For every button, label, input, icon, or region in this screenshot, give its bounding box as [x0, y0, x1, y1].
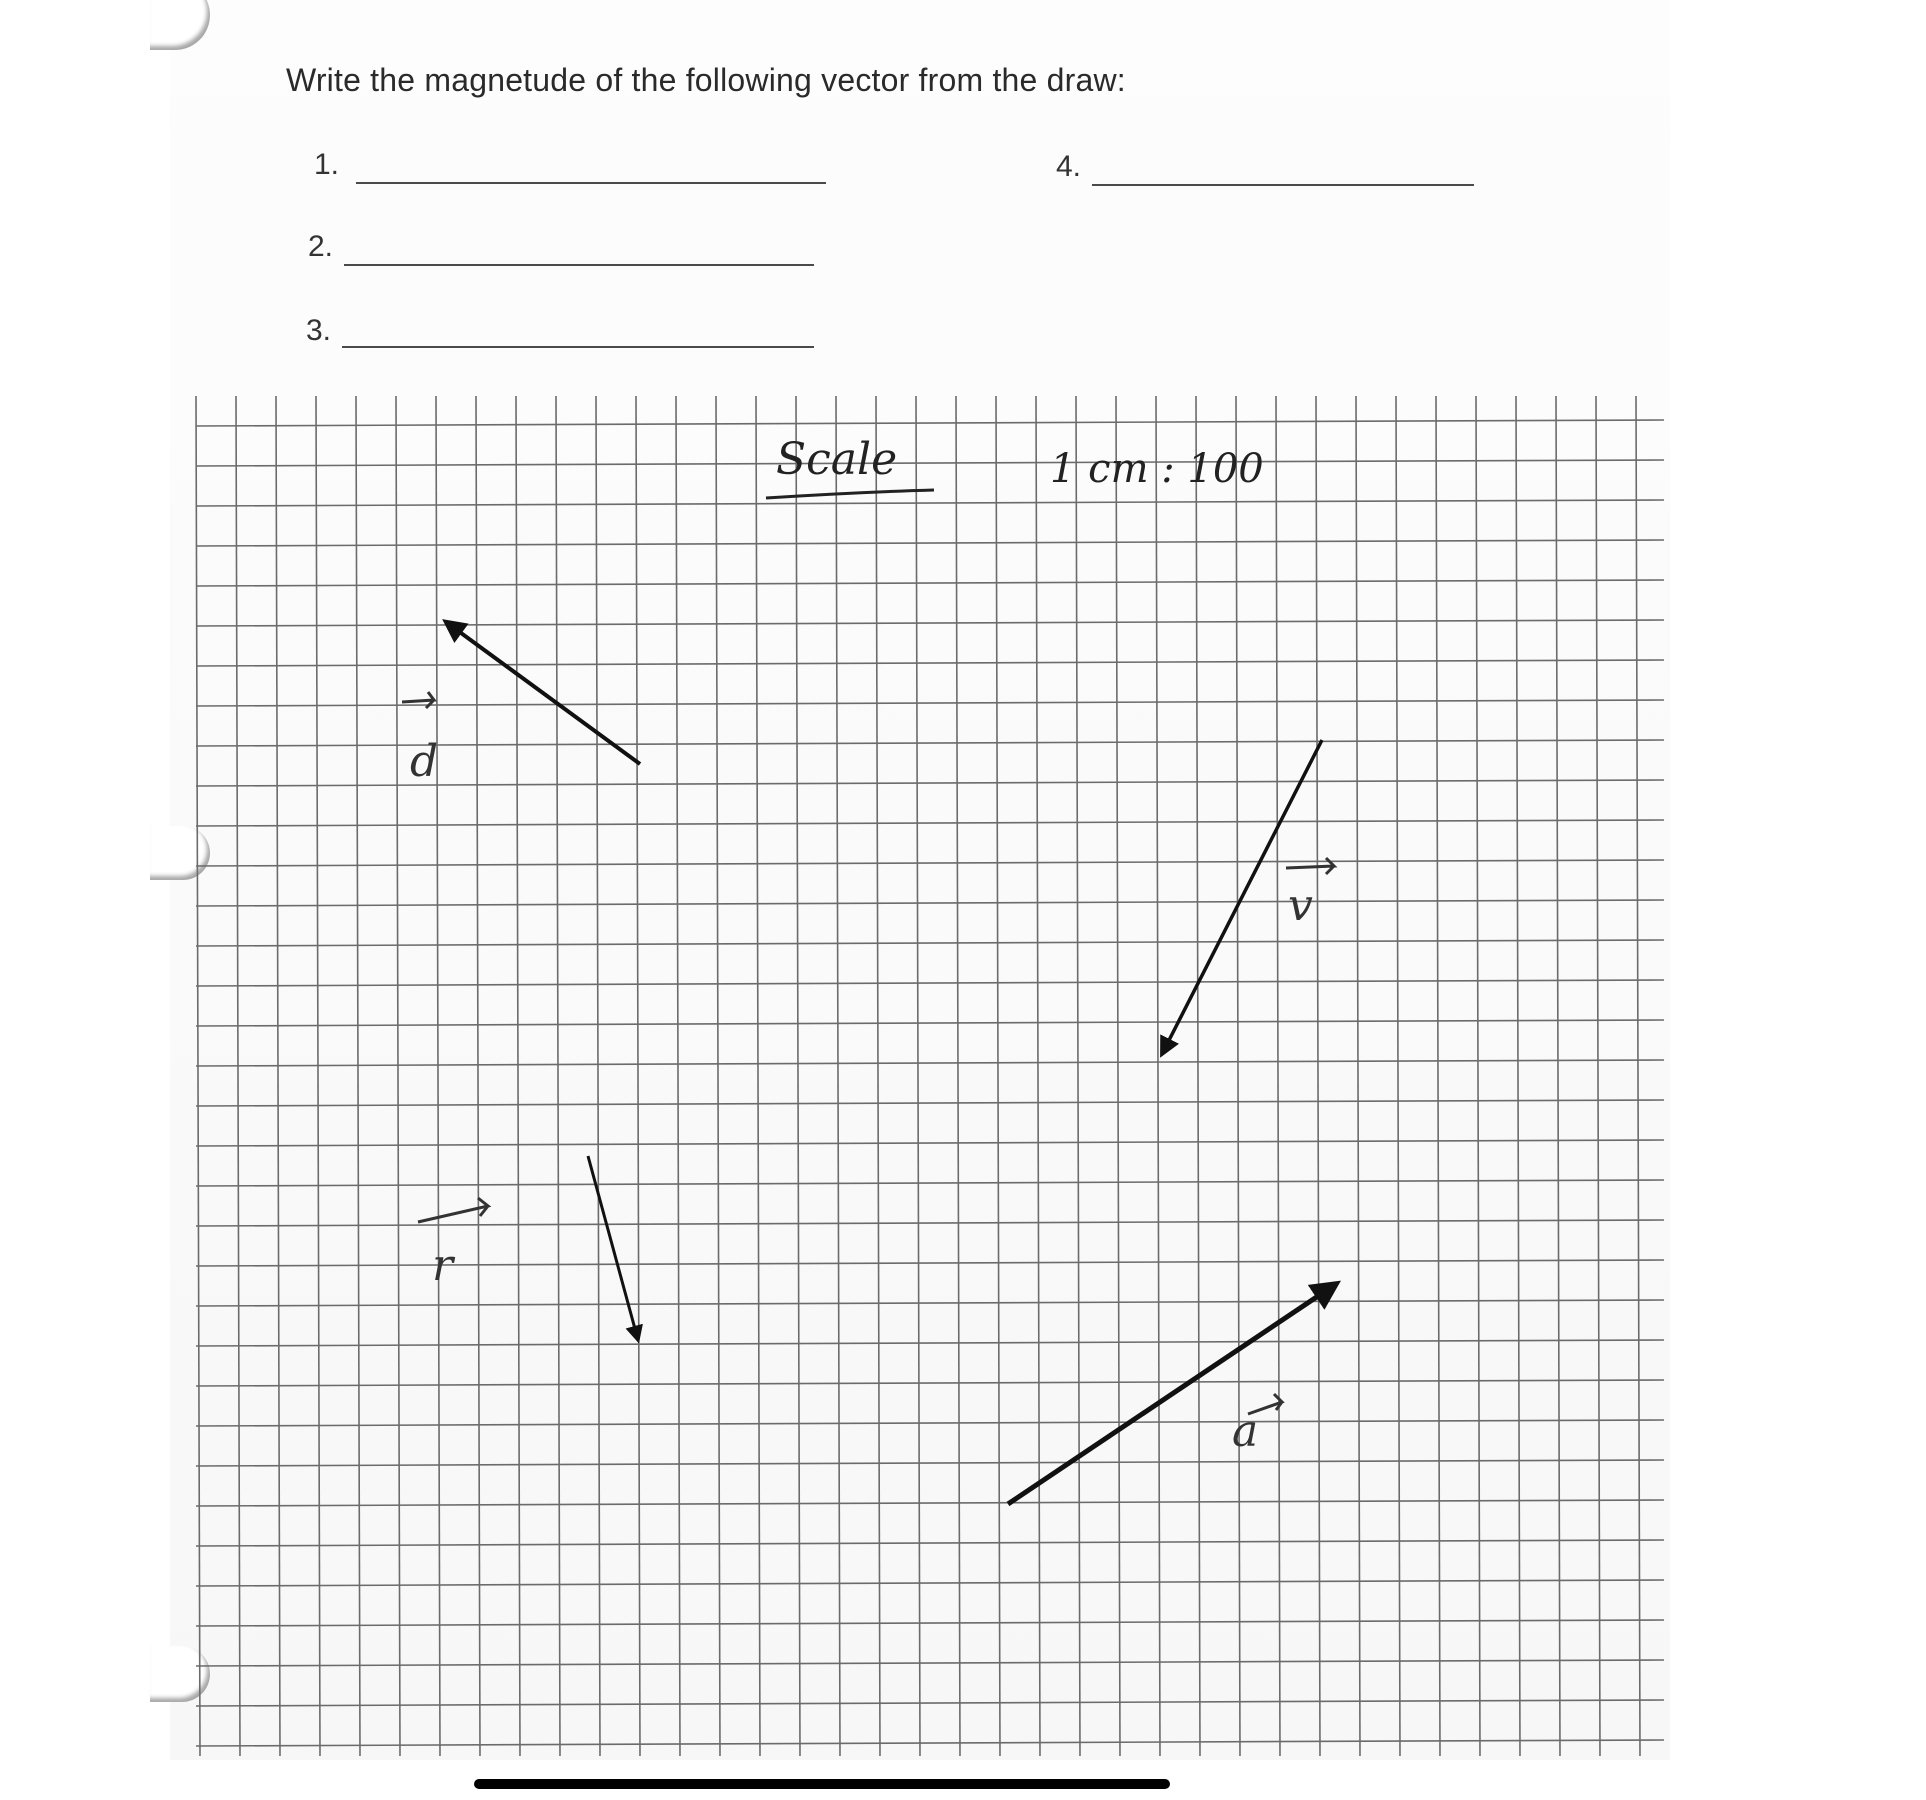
grid-vertical-line	[236, 396, 240, 1756]
grid-vertical-line	[1636, 396, 1640, 1756]
home-indicator[interactable]	[474, 1779, 1170, 1789]
vector-a-arrow	[1008, 1284, 1336, 1504]
blank-number: 3.	[306, 314, 332, 347]
vector-r-label: r	[432, 1240, 454, 1291]
vector-r-label-arrow	[418, 1198, 488, 1222]
grid-vertical-line	[956, 396, 960, 1756]
grid-horizontal-line	[196, 500, 1664, 506]
grid-horizontal-line	[196, 940, 1664, 946]
grid-vertical-line	[676, 396, 680, 1756]
grid-horizontal-line	[196, 1740, 1664, 1746]
grid-vertical-line	[316, 396, 320, 1756]
grid-vertical-line	[556, 396, 560, 1756]
grid-horizontal-line	[196, 820, 1664, 826]
grid-horizontal-line	[196, 540, 1664, 546]
vector-a-label: a	[1232, 1406, 1259, 1457]
blank-number: 2.	[308, 230, 334, 263]
grid-vertical-line	[1276, 396, 1280, 1756]
grid-vertical-line	[596, 396, 600, 1756]
scale-underline	[766, 490, 934, 498]
grid-horizontal-line	[196, 1100, 1664, 1106]
grid-horizontal-line	[196, 1700, 1664, 1706]
grid-vertical-line	[1356, 396, 1360, 1756]
grid-horizontal-line	[196, 620, 1664, 626]
grid-vertical-line	[1476, 396, 1480, 1756]
grid-vertical-line	[996, 396, 1000, 1756]
grid-vertical-line	[1596, 396, 1600, 1756]
grid-horizontal-line	[196, 1140, 1664, 1146]
grid-horizontal-line	[196, 580, 1664, 586]
grid-vertical-line	[916, 396, 920, 1756]
grid-vertical-line	[836, 396, 840, 1756]
grid-horizontal-line	[196, 420, 1664, 426]
grid-horizontal-line	[196, 1020, 1664, 1026]
grid-vertical-line	[196, 396, 200, 1756]
grid-vertical-line	[1396, 396, 1400, 1756]
vector-v-label: v	[1288, 880, 1313, 931]
vector-d-label: d	[410, 736, 439, 787]
grid-horizontal-line	[196, 1420, 1664, 1426]
grid-vertical-line	[1516, 396, 1520, 1756]
grid-horizontal-line	[196, 1220, 1664, 1226]
grid-vertical-line	[356, 396, 360, 1756]
grid-vertical-line	[636, 396, 640, 1756]
grid-vertical-line	[1156, 396, 1160, 1756]
grid-vertical-line	[1036, 396, 1040, 1756]
scale-label: Scale	[776, 434, 898, 485]
grid-horizontal-line	[196, 1540, 1664, 1546]
grid-horizontal-line	[196, 1180, 1664, 1186]
instruction-text: Write the magnetude of the following vector from the draw:	[286, 62, 1126, 98]
grid-lines	[196, 396, 1664, 1756]
grid-vertical-line	[1116, 396, 1120, 1756]
vector-a-label-arrow	[1248, 1394, 1282, 1414]
grid-horizontal-line	[196, 860, 1664, 866]
grid-vertical-line	[796, 396, 800, 1756]
grid-horizontal-line	[196, 1340, 1664, 1346]
grid-horizontal-line	[196, 1620, 1664, 1626]
grid-horizontal-line	[196, 1500, 1664, 1506]
grid-vertical-line	[516, 396, 520, 1756]
grid-horizontal-line	[196, 900, 1664, 906]
grid-vertical-line	[396, 396, 400, 1756]
grid-vertical-line	[436, 396, 440, 1756]
grid-horizontal-line	[196, 1060, 1664, 1066]
grid-vertical-line	[1556, 396, 1560, 1756]
blank-number: 4.	[1056, 150, 1082, 183]
grid-vertical-line	[1316, 396, 1320, 1756]
vector-v-label-arrow	[1286, 858, 1334, 874]
blank-number: 1.	[314, 148, 340, 181]
grid-horizontal-line	[196, 1580, 1664, 1586]
grid-horizontal-line	[196, 660, 1664, 666]
grid-vertical-line	[1236, 396, 1240, 1756]
grid-horizontal-line	[196, 1460, 1664, 1466]
grid-vertical-line	[276, 396, 280, 1756]
grid-vertical-line	[756, 396, 760, 1756]
grid-vertical-line	[476, 396, 480, 1756]
grid-horizontal-line	[196, 980, 1664, 986]
grid-horizontal-line	[196, 1260, 1664, 1266]
vector-d-arrow	[446, 622, 640, 764]
grid-vertical-line	[1196, 396, 1200, 1756]
grid-horizontal-line	[196, 460, 1664, 466]
grid-vertical-line	[716, 396, 720, 1756]
grid-vertical-line	[876, 396, 880, 1756]
scale-value: 1 cm : 100	[1050, 446, 1264, 492]
grid-horizontal-line	[196, 1660, 1664, 1666]
grid-horizontal-line	[196, 1380, 1664, 1386]
grid-vertical-line	[1076, 396, 1080, 1756]
grid-vertical-line	[1436, 396, 1440, 1756]
grid-horizontal-line	[196, 1300, 1664, 1306]
